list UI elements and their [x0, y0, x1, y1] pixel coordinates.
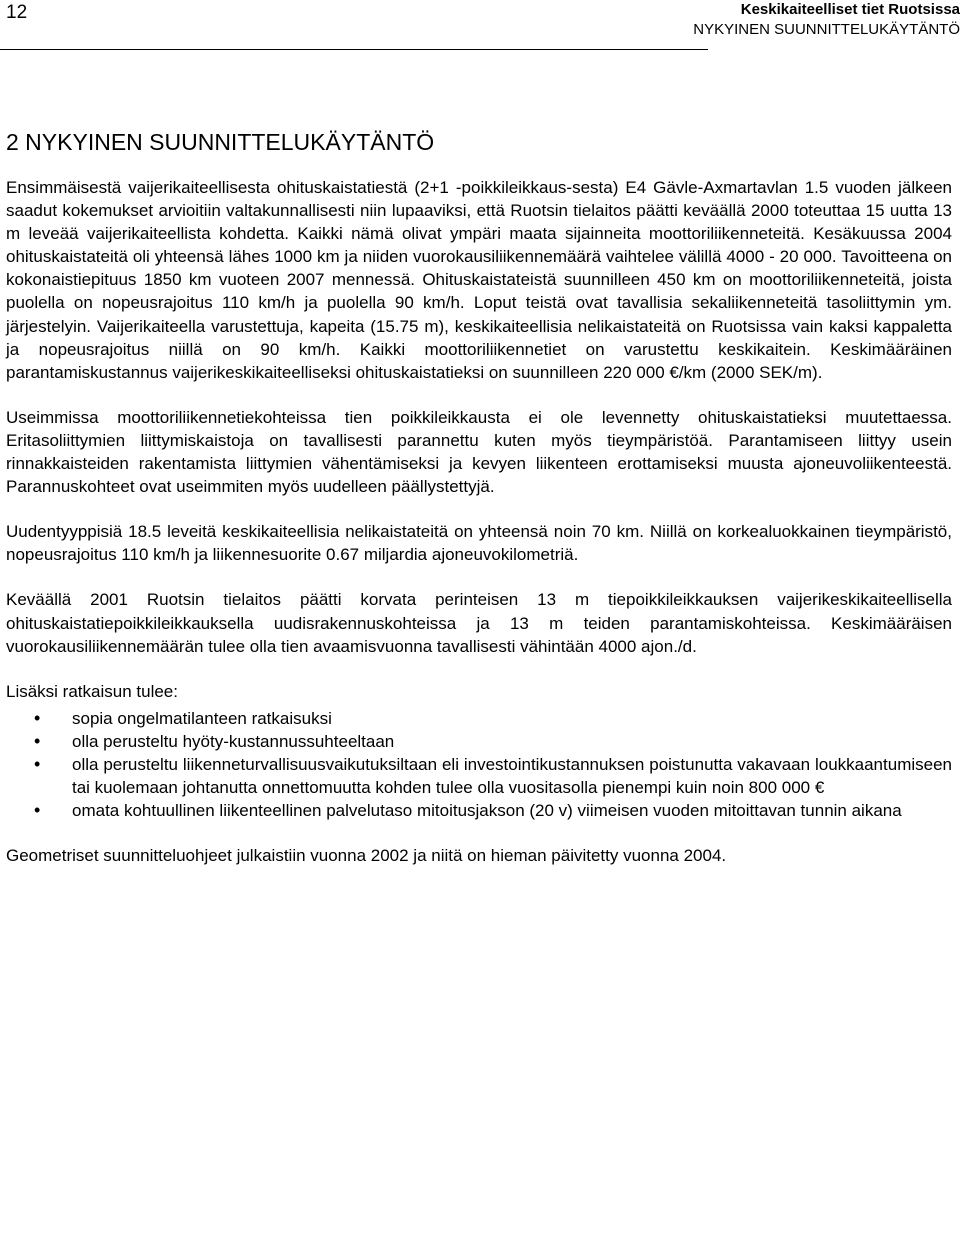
- paragraph-guidelines: Geometriset suunnitteluohjeet julkaistiin vuonna 2002 ja niitä on hieman päivitetty vuonna 2004.: [6, 846, 727, 866]
- list-item: • sopia ongelmatilanteen ratkaisuksi: [6, 707, 952, 730]
- list-item: • omata kohtuullinen liikenteellinen palvelutaso mitoitusjakson (20 v) viimeisen vuoden mitoittavan tunnin aikana: [6, 799, 952, 822]
- requirements-list: [6, 707, 952, 822]
- paragraph-new-four-lane: Uudentyyppisiä 18.5 leveitä keskikaiteellisia nelikaistateitä on yhteensä noin 70 km. Niillä on korkealuokkainen tieympäristö, nopeusrajoitus 110 km/h ja liikennesuorite 0.67 miljardia ajoneuvokilometriä.: [6, 522, 952, 565]
- paragraph-requirements-intro: Lisäksi ratkaisun tulee:: [6, 681, 178, 701]
- list-item: • olla perusteltu liikenneturvallisuusvaikutuksiltaan eli investointikustannuksen poistunutta vakavaan loukkaantumiseen tai kuolemaan johtanutta onnettomuutta kohden tulee olla vuositasolla pienempi kuin noin 800 000 €: [6, 753, 952, 799]
- running-title: Keskikaiteelliset tiet Ruotsissa: [740, 1, 960, 18]
- section-title: 2 NYKYINEN SUUNNITTELUKÄYTÄNTÖ: [6, 129, 435, 155]
- paragraph-motorways: Useimmissa moottoriliikennetiekohteissa tien poikkileikkausta ei ole levennetty ohituskaistatieksi muutettaessa. Eritasoliittymien liittymiskaistoja on tavallisesti parannettu kuten myös tieympäristöä. Parantamiseen liittyy usein rinnakkaisteiden rakentamista liittymien vähentämiseksi ja kevyen liikenteen erottamiseksi muusta ajoneuvoliikenteestä. Parannuskohteet ovat useimmiten myös uudelleen päällystettyjä.: [6, 407, 952, 497]
- running-subtitle: NYKYINEN SUUNNITTELUKÄYTÄNTÖ: [693, 21, 960, 38]
- page-number: 12: [6, 2, 28, 23]
- header-rule: [0, 49, 708, 50]
- paragraph-decision-2001: Keväällä 2001 Ruotsin tielaitos päätti korvata perinteisen 13 m tiepoikkileikkauksen vaijerikeskikaiteellisella ohituskaistatiepoikkileikkauksella uudisrakennuskohteissa ja 13 m teiden parantamiskohteissa. Keskimääräisen vuorokausiliikennemäärän tulee olla tien avaamisvuonna tavallisesti vähintään 4000 ajon./d.: [6, 590, 952, 656]
- list-item: • olla perusteltu hyöty-kustannussuhteeltaan: [6, 730, 952, 753]
- document-body: [6, 128, 952, 867]
- paragraph-experiences: Ensimmäisestä vaijerikaiteellisesta ohituskaistatiestä (2+1 -poikkileikkaus-sesta) E4 Gävle-Axmartavlan 1.5 vuoden jälkeen saadut kokemukset arvioitiin valtakunnallisesti niin lupaaviksi, että Ruotsin tielaitos päätti keväällä 2000 toteuttaa 15 uutta 13 m leveää vaijerikaiteellista kohdetta. Kaikki nämä olivat ympäri maata sijainneita moottoriliikenneteitä. Kesäkuussa 2004 ohituskaistateitä oli yhteensä lähes 1000 km ja niiden vuorokausiliikennemäärä vaihtelee välillä 4000 - 20 000. Tavoitteena on kokonaistiepituus 1850 km vuoteen 2007 mennessä. Ohituskaistateistä suunnilleen 450 km on moottoriliikenneteitä, joista puolella on nopeusrajoitus 110 km/h ja puolella 90 km/h. Loput teistä ovat tavallisia sekaliikenneteitä tasoliittymin ym. järjestelyin. Vaijerikaiteella varustettuja, kapeita (15.75 m), keskikaiteellisia nelikaistateitä on Ruotsissa vain kaksi kappaletta ja nopeusrajoitus niillä on 90 km/h. Kaikki moottoriliikennetiet on varustettu keskikaitein. Keskimääräinen parantamiskustannus vaijerikeskikaiteelliseksi ohituskaistatieksi on suunnilleen 220 000 €/km (2000 SEK/m).: [6, 178, 952, 382]
- page-header: [0, 0, 960, 52]
